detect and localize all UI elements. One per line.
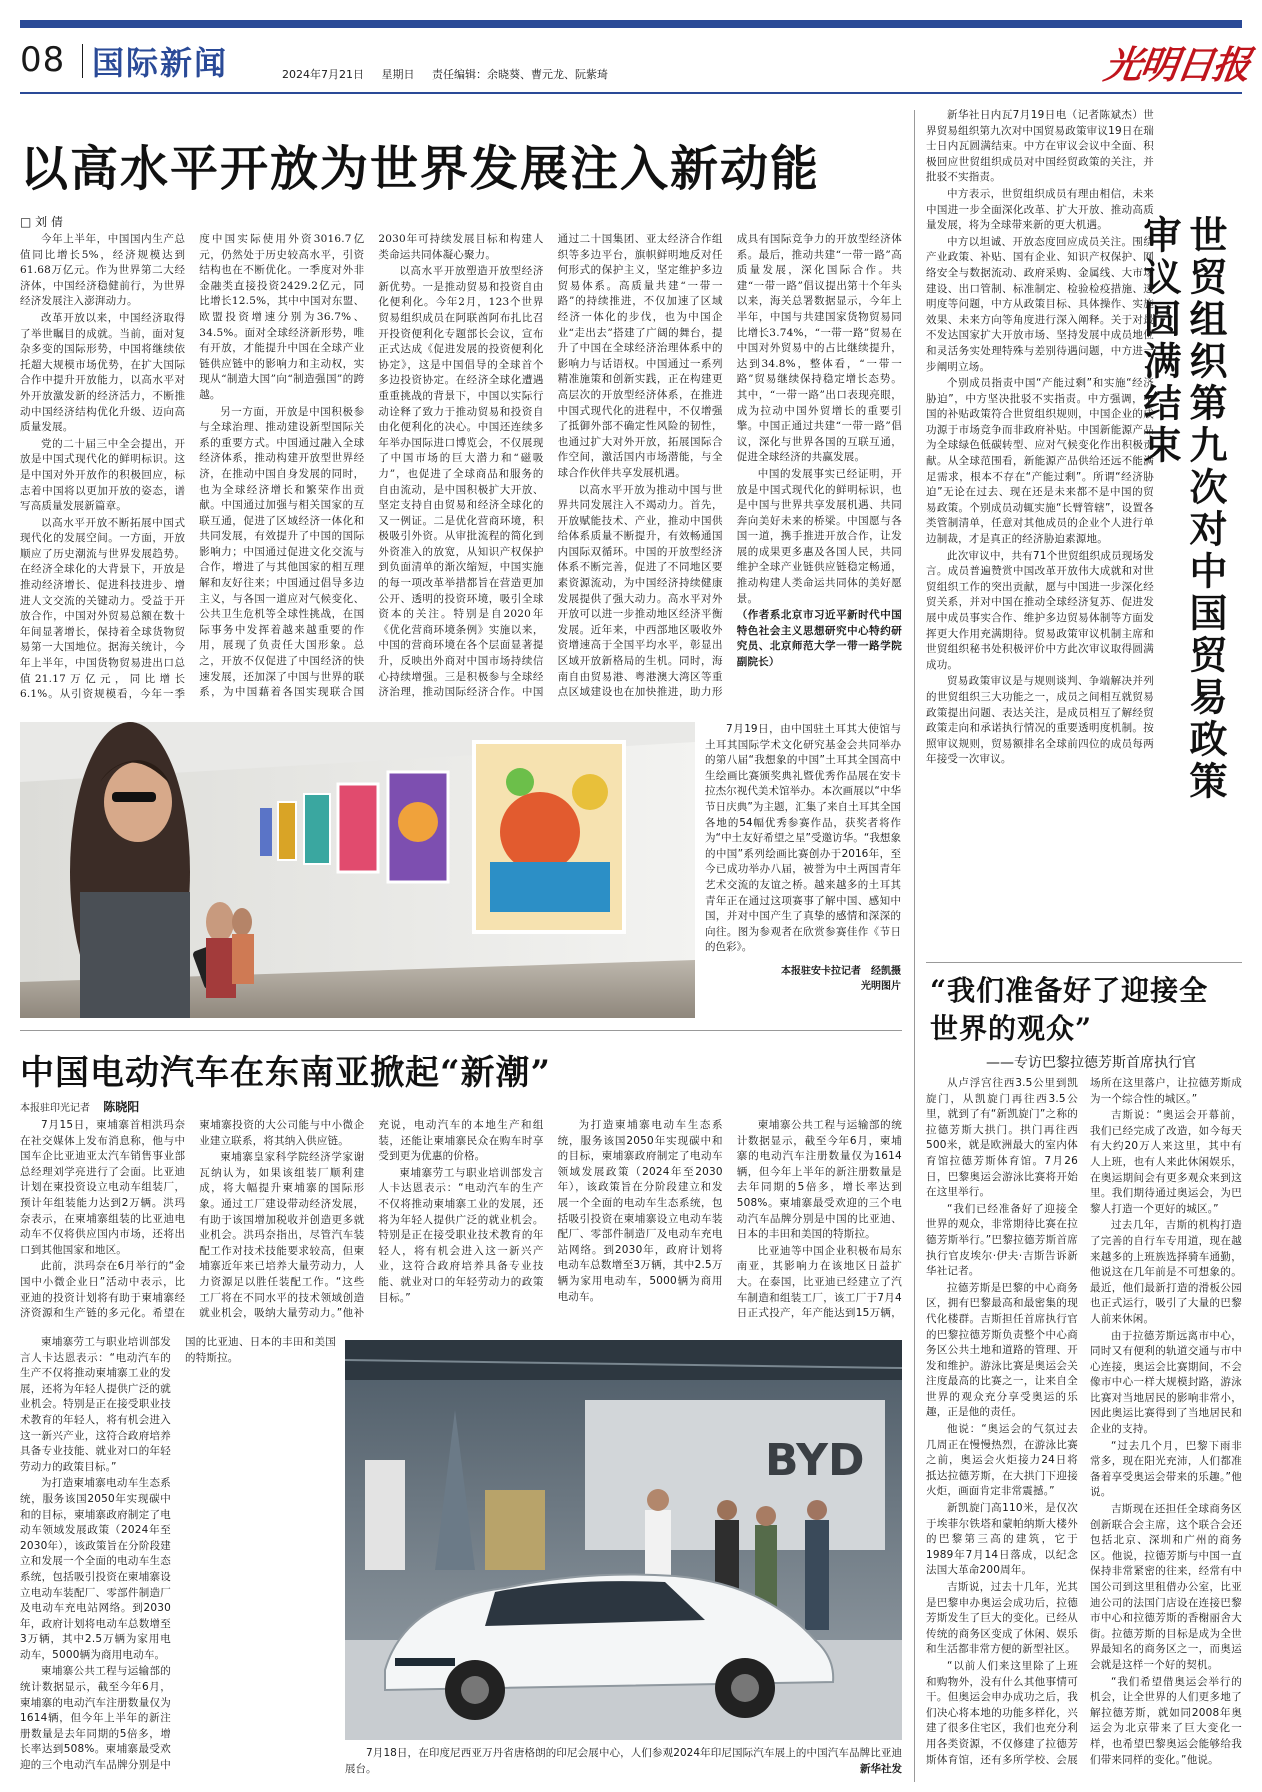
- a3-paragraph: 贸易政策审议是与规则谈判、争端解决并列的世贸组织三大功能之一，成员之间相互就贸易政策提出问题、表达关注，是成员相互了解经贸政策走向和承诺执行情况的重要透明度机制。按照审议规则，贸易额排名全球前四位的成员每两年接受一次审议。: [926, 675, 1154, 766]
- editors: 责任编辑：余晓葵、曹元龙、阮紫琦: [432, 68, 608, 81]
- a1-paragraph: 今年上半年，中国国内生产总值同比增长5%，经济规模达到61.68万亿元。作为世界第二大经济体，中国经济稳健前行，为世界经济发展注入澎湃动力。: [20, 233, 186, 308]
- exhibition-credit-reporter: 本报驻安卡拉记者 经凯摄: [781, 965, 901, 977]
- a1-paragraph: 以高水平开放塑造开放型经济新优势。一是推动贸易和投资自由化便利化。今年2月，123个世界贸易组织成员在阿联酋阿布扎比召开投资便利化专题部长会议，宣布正式达成《促进发展的投资便利化协定》，这是中国倡导的全球首个多边投资协定。在经济全球化遭遇重重挑战的背景下，中国以实际行动诠释了致力于推动贸易和投资自由化便利化的决心。中国还连续多年举办国际进口博览会，不仅展现了中国市场的巨大潜力和“磁吸力”，也促进了全球商品和服务的自由流动，是中国积极扩大开放、坚定支持自由贸易和经济全球化的又一例证。二是优化营商环境，积极吸引外资。从审批流程的简化到外资准入的放宽，从知识产权保护到负面清单的渐次缩短，中国实施的每一项改革举措都旨在营造更加公开、透明的投资环境，吸引全球资本的关注。特别是自2020年《优化营商环境条例》实施以来，中国的营商环境在各个层面显著提升，反映出外商对中国市场持续信心持续增强。三是积极参与全球经济治理，推动国际经济合作。中国通过二十国集团、亚太经济合作组织等多边平台，旗帜鲜明地反对任何形式的保护主义，坚定维护多边贸易体系。高质量共建“一带一路”的持续推进，不仅加速了区域经济一体化的步伐，也为中国企业“走出去”搭建了广阔的舞台，提升了中国在全球经济治理体系中的影响力与话语权。中国通过一系列精准施策和创新实践，正在构建更高层次的开放型经济体系，在推进中国式现代化的进程中，不仅增强了抵御外部不确定性风险的韧性，也通过扩大对外开放，拓展国际合作空间，激活国内市场潜能，与全球合作伙伴共享发展机遇。: [378, 233, 723, 699]
- article3-title: 世贸组织第九次对中国贸易政策审议圆满结束: [1137, 215, 1228, 803]
- byd-booth-photo: [345, 1340, 902, 1740]
- a4-paragraph: “我们已经准备好了迎接全世界的观众，非常期待比赛在拉德芳斯举行。”巴黎拉德芳斯首席执行官皮埃尔·伊夫·吉斯告诉新华社记者。: [926, 1202, 1078, 1278]
- exhibition-photo-image: [20, 722, 695, 1018]
- a4-paragraph: “过去几个月，巴黎下雨非常多，现在阳光充沛，人们都准备着享受奥运会带来的乐趣。”他说。: [1090, 1439, 1242, 1499]
- exhibition-photo: [20, 722, 695, 1018]
- a1-paragraph: 以高水平开放为推动中国与世界共同发展注入不竭动力。首先，开放赋能技术、产业，推动中国供给体系质量不断提升，有效畅通国内国际双循环。中国的开放型经济体系不断完善，促进了不同地区要素资源流动，为中国经济持续健康发展提供了强大动力。高水平对外开放可以进一步推动地区经济平衡发展。近年来，中西部地区吸收外资增速高于全国平均水平，彰显出区域开放新格局的生机。同时，海南自由贸易港、粤港澳大湾区等重点区域建设也在加快推进，助力形成具有国际竞争力的开放型经济体系。最后，推动共建“一带一路”高质量发展，深化国际合作。共建“一带一路”倡议提出第十个年头以来，海关总署数据显示，今年上半年，中国与共建国家货物贸易同比增长3.74%，“一带一路”贸易在中国对外贸易中的占比继续提升，达到34.8%，整体看，“一带一路”贸易继续保持稳定增长态势。其中，“一带一路”出口表现亮眼，成为拉动中国外贸增长的重要引擎。中国正通过共建“一带一路”倡议，深化与世界各国的互联互通，促进全球经济的共赢发展。: [557, 233, 902, 699]
- article3-body: [926, 108, 1154, 954]
- byd-caption: [345, 1746, 902, 1777]
- byd-caption-block: [345, 1746, 902, 1786]
- mid-rule: [20, 1030, 902, 1031]
- a4-paragraph: 过去几年，吉斯的机构打造了完善的自行车专用道，现在越来越多的上班族选择骑车通勤，他说这在几年前是不可想象的。最近，他们最新打造的滑板公园也正式运行，吸引了大量的巴黎人前来休闲。: [1090, 1219, 1242, 1325]
- a4-paragraph: 他说：“奥运会的气氛过去几周正在慢慢热烈，在游泳比赛之前，奥运会火炬接力24日将抵达拉德芳斯，在大拱门下迎接火炬，画面肯定非常震撼。”: [926, 1423, 1078, 1498]
- byd-caption-text: 7月18日，在印度尼西亚万丹省唐格朗的印尼会展中心，人们参观2024年印尼国际汽车展上的中国汽车品牌比亚迪展台。: [345, 1747, 902, 1775]
- article2-body: [20, 1118, 902, 1330]
- issue-date: 2024年7月21日: [282, 68, 364, 81]
- a2-paragraph: 此前，洪玛奈在6月举行的“金国中小微企业日”活动中表示，比亚迪的投资计划将有助于柬埔寨经济资源和生产链的多元化。希望在柬埔寨投资的大公司能与中小微企业建立联系，将其纳入供应链。: [20, 1119, 365, 1320]
- a2-paragraph: 柬埔寨公共工程与运输部的统计数据显示，截至今年6月，柬埔寨的电动汽车注册数量仅为1614辆，但今年上半年的新注册数量是去年同期的5倍多，增长率达到508%。柬埔寨最受欢迎的三个电动汽车品牌分别是中国的比亚迪、日本的丰田和美国的特斯拉。: [736, 1119, 902, 1241]
- a3-paragraph: 中方以坦诚、开放态度回应成员关注。围绕产业政策、补贴、国有企业、知识产权保护、网络安全与数据流动、政府采购、金属线、大市场建设、出口管制、标准制定、检验检疫措施、透明度等问题，中方从政策目标、具体操作、实施效果、未来方向等角度进行深入阐释。关于对最不发达国家扩大开放市场、坚持发展中成员地位和灵活务实处理特殊与差别待遇问题，中方进一步阐明立场。: [926, 235, 1154, 373]
- a3-paragraph: 此次审议中，共有71个世贸组织成员现场发言。成员普遍赞赏中国改革开放伟大成就和对世贸组织工作的突出贡献，愿与中国进一步深化经贸关系，并对中国在推动全球经济复苏、促进发展中成员事实合作、维护多边贸易体制等方面发挥更大作用充满期待。贸易政策审议机制主席和世贸组织秘书处积极评价中方此次审议取得圆满成功。: [926, 549, 1154, 671]
- a1-paragraph: 另一方面，开放是中国积极参与全球治理、推动建设新型国际关系的重要方式。中国通过融入全球经济体系，推动构建开放型世界经济，在推动中国自身发展的同时，也为全球经济增长和繁荣作出贡献。中国通过加强与相关国家的互联互通，促进了区域经济一体化和共同发展，有效提升了中国的国际影响力；中国通过促进文化交流与合作，增进了与其他国家的相互理解和友好往来；中国通过倡导多边主义，与各国一道应对气候变化、公共卫生危机等全球性挑战，在国际事务中发挥着越来越重要的作用，展现了负责任大国形象。总之，开放不仅促进了中国经济的快速发展，还加深了中国与世界的联系，为中国藉着各国实现联合国2030年可持续发展目标和构建人类命运共同体凝心聚力。: [199, 233, 544, 699]
- a4-paragraph: 由于拉德芳斯远离市中心，同时又有便利的轨道交通与市中心连接，奥运会比赛期间，不会像市中心一样大规模封路，游泳比赛对当地居民的影响非常小，因此奥运比赛得到了当地居民和企业的支持。: [1090, 1329, 1242, 1436]
- header-rule: [20, 92, 1242, 94]
- column-divider: [914, 110, 915, 1782]
- a4-paragraph: 吉斯说，过去十几年，光其是巴黎申办奥运会成功后，拉德芳斯发生了巨大的变化。已经从传统的商务区变成了休闲、娱乐和生活都非常方便的新型社区。: [926, 1581, 1078, 1656]
- article2-paragraph-continued: 柬埔寨劳工与职业培训部发言人卡达恩表示：“电动汽车的生产不仅将推动柬埔寨工业的发展，还将为年轻人提供广泛的就业机会。特别是正在接受职业技术教育的年轻人，将有机会进入这一新兴产业，这符合政府培养具备专业技能、就业对口的年轻劳动力的政策目标。”: [20, 1336, 171, 1473]
- header-divider: [82, 44, 83, 78]
- top-color-bar: [20, 20, 1242, 28]
- a1-paragraph: 改革开放以来，中国经济取得了举世瞩目的成就。当前，面对复杂多变的国际形势，中国将继续依托超大规模市场优势，在扩大国际合作中提升开放能力，以高水平对外开放激发新的经济活力，不断推动中国经济结构优化升级、迈向高质量发展。: [20, 311, 186, 434]
- article2-byline-name: 陈晓阳: [103, 1100, 140, 1114]
- a4-paragraph: 拉德芳斯是巴黎的中心商务区，拥有巴黎最高和最密集的现代化楼群。吉斯担任首席执行官的巴黎拉德芳斯负责整个中心商务区公共土地和道路的管理、开发和维护。游泳比赛是奥运会关注度最高的比赛之一，让来自全世界的观众充分享受奥运的乐趣，正是他的责任。: [926, 1281, 1078, 1419]
- a2-paragraph: 比亚迪等中国企业积极布局东南亚，其影响力在该地区日益扩大。在泰国，比亚迪已经建立了汽车制造和组装工厂，该工厂于7月4日正式投产，年产能达到15万辆，: [736, 1244, 902, 1320]
- byd-credit: 新华社发: [860, 1762, 902, 1775]
- a4-paragraph: 从卢浮宫往西3.5公里到凯旋门，从凯旋门再往西3.5公里，就到了有“新凯旋门”之称的拉德芳斯大拱门。拱门再往西500米，就是欧洲最大的室内体育馆拉德芳斯体育馆。7月26日，巴黎奥运会游泳比赛将开始在这里举行。: [926, 1077, 1078, 1199]
- issue-weekday: 星期日: [381, 68, 415, 81]
- exhibition-caption: 7月19日，由中国驻土耳其大使馆与土耳其国际学术文化研究基金会共同举办的第八届“我想象的中国”土耳其全国高中生绘画比赛颁奖典礼暨优秀作品展在安卡拉杰尔视代美术馆举办。本次画展以“中华节日庆典”为主题，汇集了来自土耳其全国各地的54幅优秀参赛作品，获奖者将作为“中土友好希望之星”受邀访华。“我想象的中国”系列绘画比赛创办于2016年，至今已成功举办八届，被誉为中土两国青年艺术交流的友谊之桥。越来越多的土耳其青年正在通过这项赛事了解中国、感知中国，并对中国产生了真挚的感情和深深的向往。图为参观者在欣赏参赛佳作《节日的色彩》。: [705, 723, 901, 954]
- article2-byline: [20, 1098, 139, 1115]
- a1-paragraph: 中国的发展事实已经证明，开放是中国式现代化的鲜明标识，也是中国与世界共享发展机遇、共同奔向美好未来的桥梁。中国愿与各国一道，携手推进开放合作，让发展的成果更多惠及各国人民，共同维护全球产业链供应链稳定畅通，推动构建人类命运共同体的美好愿景。: [736, 467, 902, 605]
- a4-paragraph: 吉斯现在还担任全球商务区创新联合会主席，这个联合会还包括北京、深圳和广州的商务区。他说，拉德芳斯与中国一直保持非常紧密的往来，经常有中国公司到这里租借办公室，比亚迪公司的法国门店设在连接巴黎市中心和拉德芳斯的香榭丽舍大街。拉德芳斯的目标是成为全世界最知名的商务区之一，而奥运会就是这样一个好的契机。: [1090, 1503, 1242, 1671]
- article1-byline: □ 刘 倩: [20, 215, 63, 229]
- byd-booth-photo-image: [345, 1340, 902, 1740]
- article2-paragraph-continued: 为打造柬埔寨电动车生态系统，服务该国2050年实现碳中和的目标，柬埔寨政府制定了电动车领域发展政策（2024年至2030年），该政策旨在分阶段建立和发展一个全面的电动车生态系统，包括吸引投资在柬埔寨设立电动车装配厂、零部件制造厂及电动车充电站网络。到2030年，政府计划将电动车总数增至3万辆，其中2.5万辆为家用电动车，5000辆为商用电动车。: [20, 1477, 171, 1661]
- article2-body-continued: [20, 1335, 336, 1785]
- article2-byline-prefix: 本报驻印光记者: [20, 1103, 90, 1114]
- a2-paragraph: 7月15日，柬埔寨首相洪玛奈在社交媒体上发布消息称，他与中国车企比亚迪亚太汽车销售事业部总经理刘学亮进行了会面。比亚迪计划在柬投资设立电动车组装厂，预计年组装能力达到2万辆。洪玛奈表示，在柬埔寨组装的比亚迪电动车不仅将供应国内市场，还将出口到其他国家和地区。: [20, 1119, 186, 1256]
- a4-paragraph: 新凯旋门高110米，是仅次于埃菲尔铁塔和蒙帕纳斯大楼外的巴黎第三高的建筑，它于1989年7月14日落成，以纪念法国大革命200周年。: [926, 1502, 1078, 1577]
- a4-paragraph: 吉斯说：“奥运会开幕前，我们已经完成了改造，如今每天有大约20万人来这里，其中有人上班，也有人来此休闲娱乐，在奥运期间会有更多观众来到这里。我们期待通过奥运会，为巴黎人打造一个更好的城区。”: [1090, 1109, 1242, 1215]
- article2-paragraph-continued: 柬埔寨公共工程与运输部的统计数据显示，截至今年6月，柬埔寨的电动汽车注册数量仅为1614辆，但今年上半年的新注册数量是去年同期的5倍多，增长率达到508%。柬埔寨最受欢迎的三个电动汽车品牌分别是中国的比亚迪、日本的丰田和美国的特斯拉。: [20, 1336, 336, 1772]
- newspaper-logo: 光明日报: [1101, 42, 1252, 87]
- a4-paragraph: “以前人们来这里除了上班和购物外，没有什么其他事情可干。但奥运会申办成功之后，我们决心将本地的功能多样化，兴建了很多住宅区，我们也充分利用各类资源，不仅修建了拉德芳斯体育馆，还有多所学校、会展场所在这里落户，让拉德芳斯成为一个综合性的城区。”: [926, 1077, 1242, 1766]
- exhibition-credit-source: 光明图片: [861, 980, 901, 992]
- a2-paragraph: 为打造柬埔寨电动车生态系统，服务该国2050年实现碳中和的目标，柬埔寨政府制定了电动车领域发展政策（2024年至2030年），该政策旨在分阶段建立和发展一个全面的电动车生态系统，包括吸引投资在柬埔寨设立电动车装配厂、零部件制造厂及电动车充电站网络。到2030年，政府计划将电动车总数增至3万辆，其中2.5万辆为家用电动车，5000辆为商用电动车。: [557, 1119, 723, 1303]
- article4-body: [926, 1076, 1242, 1782]
- page-number: 08: [20, 40, 66, 80]
- article1-title: 以高水平开放为世界发展注入新动能: [20, 141, 821, 197]
- exhibition-caption-block: [705, 722, 901, 1022]
- header-info: [282, 66, 622, 82]
- a3-paragraph: 中方表示，世贸组织成员有理由相信，未来中国进一步全面深化改革、扩大开放、推动高质量发展，将为全球带来新的更大机遇。: [926, 187, 1154, 232]
- section-title: 国际新闻: [92, 44, 229, 82]
- a1-paragraph: 以高水平开放不断拓展中国式现代化的发展空间。一方面，开放顺应了历史潮流与世界发展趋势。在经济全球化的大背景下，开放是推动经济增长、促进科技进步、增进人文交流的关键动力。受益于开放合作，中国对外贸易总额在数十年间显著增长，保持着全球货物贸易第一大国地位。据海关统计，今年上半年，中国货物贸易进出口总值21.17万亿元，同比增长6.1%。从引资规模看，今年一季度中国实际使用外资3016.7亿元，仍然处于历史较高水平，引资结构也在不断优化。一季度对外非金融类直接投资2429.2亿元，同比增长12.5%，其中中国对东盟、欧盟投资增速分别为36.7%、34.5%。面对全球经济新形势，唯有开放，才能提升中国在全球产业链供应链中的影响力和主动权，实现从“制造大国”向“制造强国”的跨越。: [20, 233, 365, 701]
- article4-title: “我们准备好了迎接全世界的观众”: [930, 974, 1209, 1045]
- a3-paragraph: 个别成员指责中国“产能过剩”和实施“经济胁迫”，中方坚决批驳不实指责。中方强调，中国的补贴政策符合世贸组织规则，中国企业的成功源于市场竞争而非政府补贴。中国新能源产品为全球绿色低碳转型、应对气候变化作出积极贡献。从全球范围看，新能源产品供给还远不能满足需求，根本不存在“产能过剩”。所谓“经济胁迫”无论在过去、现在还是未来都不是中国的贸易政策。个别成员动辄实施“长臂管辖”，设置各类管制清单，任意对其他成员的企业个人进行单边制裁，才是真正的经济胁迫素源地。: [926, 377, 1154, 546]
- a3-paragraph: 新华社日内瓦7月19日电（记者陈斌杰）世界贸易组织第九次对中国贸易政策审议19日在瑞士日内瓦圆满结束。中方在审议会议中全面、积极回应世贸组织成员对中国经贸政策的关注，并批驳不实指责。: [926, 109, 1154, 184]
- article2-title: 中国电动汽车在东南亚掀起“新潮”: [20, 1053, 552, 1093]
- article1-body: [20, 232, 902, 712]
- article4-subtitle: ——专访巴黎拉德芳斯首席执行官: [986, 1055, 1196, 1071]
- a4-paragraph: “我们希望借奥运会举行的机会，让全世界的人们更多地了解拉德芳斯，就如同2008年奥运会为北京带来了巨大变化一样，也希望巴黎奥运会能够给我们带来同样的变化。”他说。: [1090, 1675, 1242, 1766]
- a2-paragraph: 柬埔寨皇家科学院经济学家谢瓦纳认为，如果该组装厂顺利建成，将大幅提升柬埔寨的国际形象。通过工厂建设带动经济发展，有助于该国增加税收并创造更多就业机会。洪玛奈指出，尽管汽车装配工作对技术技能要求较高，但柬埔寨近年来已培养大量劳动力，人力资源足以胜任装配工作。“这些工厂将在不同水平的技术领域创造就业机会，吸纳大量劳动力。”他补充说，电动汽车的本地生产和组装，还能让柬埔寨民众在购车时享受到更为优惠的价格。: [199, 1119, 544, 1320]
- a1-paragraph: 党的二十届三中全会提出，开放是中国式现代化的鲜明标识。这是中国对外开放作的积极回应，标志着中国将以更加开放的姿态，谱写高质量发展新篇章。: [20, 437, 186, 513]
- article1-author-note: （作者系北京市习近平新时代中国特色社会主义思想研究中心特约研究员、北京师范大学一带一路学院副院长）: [736, 609, 902, 669]
- right-rule: [926, 962, 1242, 963]
- byd-sign-logo: BYD: [765, 1435, 865, 1486]
- a2-paragraph: 柬埔寨劳工与职业培训部发言人卡达恩表示：“电动汽车的生产不仅将推动柬埔寨工业的发展，还将为年轻人提供广泛的就业机会。特别是正在接受职业技术教育的年轻人，将有机会进入这一新兴产业，这符合政府培养具备专业技能、就业对口的年轻劳动力的政策目标。”: [378, 1166, 544, 1304]
